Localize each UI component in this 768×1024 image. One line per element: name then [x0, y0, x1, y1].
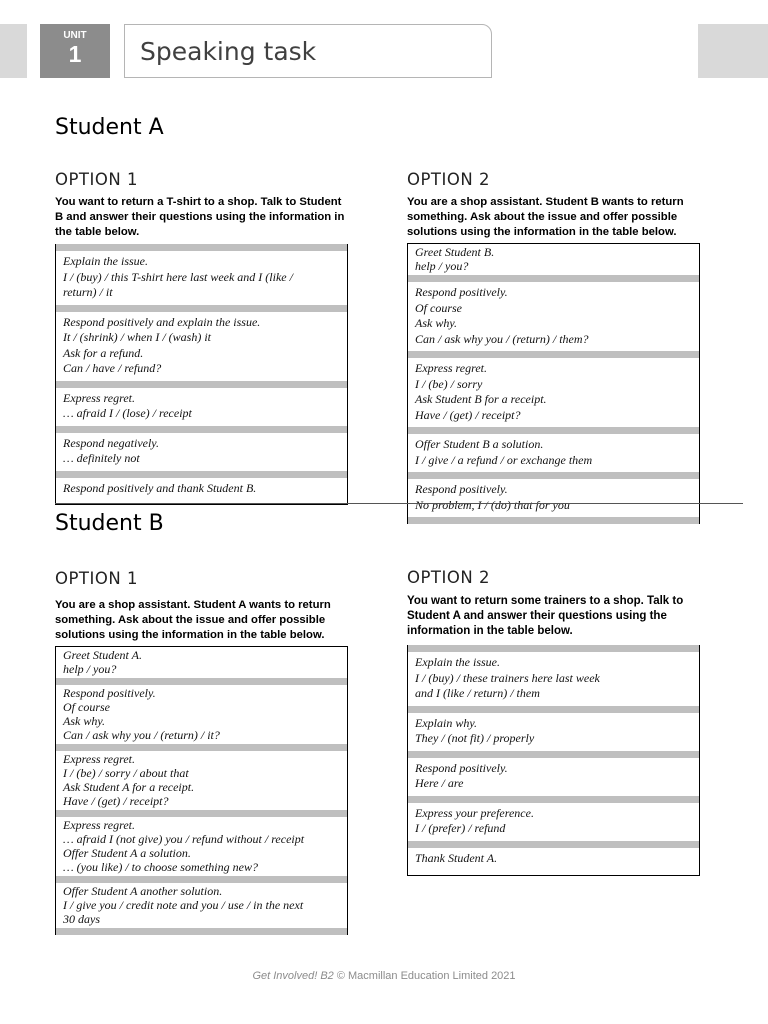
- table-row: [56, 305, 347, 381]
- instruction-line: the table below.: [55, 226, 140, 238]
- instruction-line: You want to return a T-shirt to a shop. Talk to Student: [55, 196, 342, 208]
- unit-number: 1: [68, 41, 82, 67]
- table-row: [56, 471, 347, 505]
- row-line: Can / ask why you / (return) / them?: [415, 331, 589, 346]
- header-tab-right: [698, 24, 768, 78]
- instruction-line: solutions using the information in the table below.: [407, 226, 677, 238]
- row-line: Have / (get) / receipt?: [63, 794, 169, 808]
- student-a-option2-table: [407, 243, 700, 524]
- table-end-bar: [408, 517, 699, 524]
- instruction-line: You are a shop assistant. Student B wants to return: [407, 196, 684, 208]
- unit-badge: [40, 24, 110, 78]
- table-row: [56, 876, 347, 928]
- row-line: Respond negatively.: [63, 435, 159, 450]
- student-a-heading: Student A: [55, 115, 164, 140]
- row-line: I / give you / credit note and you / use / in the next: [63, 898, 304, 912]
- row-line: help / you?: [63, 662, 117, 676]
- table-row: [408, 351, 699, 427]
- row-line: 30 days: [63, 912, 100, 926]
- table-row: [408, 751, 699, 796]
- row-line: Greet Student B.: [415, 245, 495, 259]
- row-line: Explain why.: [415, 715, 477, 730]
- row-line: I / (prefer) / refund: [415, 821, 506, 835]
- table-row: [56, 810, 347, 876]
- unit-label: UNIT: [63, 30, 87, 41]
- table-row: [56, 244, 347, 305]
- row-line: and I (like / return) / them: [415, 686, 540, 700]
- row-line: … (you like) / to choose something new?: [63, 860, 258, 874]
- student-a-option1-heading: OPTION 1: [55, 170, 138, 189]
- row-line: help / you?: [415, 259, 469, 273]
- row-line: Respond positively.: [415, 285, 508, 299]
- instruction-line: B and answer their questions using the information in: [55, 211, 345, 223]
- footer-book-title: Get Involved! B2: [252, 970, 334, 982]
- footer-copyright: © Macmillan Education Limited 2021: [333, 970, 516, 982]
- page-title: Speaking task: [140, 37, 317, 66]
- row-line: Express regret.: [415, 361, 487, 375]
- student-a-option1-table: [55, 244, 348, 505]
- table-end-bar: [56, 928, 347, 935]
- row-line: Respond positively and explain the issue.: [63, 314, 261, 329]
- row-line: Express your preference.: [415, 805, 534, 820]
- instruction-line: something. Ask about the issue and offer possible: [407, 211, 678, 223]
- row-line: return) / it: [63, 285, 113, 299]
- table-row: [56, 381, 347, 426]
- student-a-option2-heading: OPTION 2: [407, 170, 490, 189]
- row-line: Have / (get) / receipt?: [415, 407, 521, 422]
- table-row: [56, 426, 347, 471]
- row-line: Express regret.: [63, 818, 135, 832]
- instruction-line: You are a shop assistant. Student A wants to return: [55, 599, 331, 611]
- row-line: Ask Student A for a receipt.: [63, 780, 195, 794]
- row-line: Offer Student A a solution.: [63, 846, 191, 860]
- table-row: [56, 744, 347, 810]
- table-row: [408, 244, 699, 275]
- row-line: Offer Student B a solution.: [415, 437, 544, 451]
- student-b-option2-table: [407, 645, 700, 876]
- row-line: Here / are: [415, 776, 464, 790]
- row-line: I / (buy) / these trainers here last week: [415, 670, 600, 685]
- row-line: It / (shrink) / when I / (wash) it: [63, 330, 211, 344]
- table-row: [408, 706, 699, 751]
- table-row: [408, 841, 699, 876]
- row-line: … afraid I / (lose) / receipt: [63, 406, 192, 420]
- row-line: … afraid I (not give) you / refund without / receipt: [63, 832, 305, 846]
- student-b-option1-instructions: [55, 598, 331, 643]
- row-line: I / (buy) / this T-shirt here last week and I (like /: [63, 269, 293, 284]
- table-row: [408, 796, 699, 841]
- instruction-line: information in the table below.: [407, 625, 573, 637]
- table-row: [408, 275, 699, 351]
- row-line: No problem, I / (do) that for you: [415, 497, 570, 512]
- table-row: [408, 472, 699, 517]
- row-line: Respond positively and thank Student B.: [63, 480, 257, 495]
- instruction-line: solutions using the information in the table below.: [55, 629, 325, 641]
- instruction-line: something. Ask about the issue and offer possible: [55, 614, 326, 626]
- student-b-option1-table: [55, 646, 348, 935]
- row-line: Can / ask why you / (return) / it?: [63, 728, 220, 742]
- table-row: [408, 645, 699, 706]
- instruction-line: You want to return some trainers to a shop. Talk to: [407, 595, 684, 607]
- row-line: Greet Student A.: [63, 648, 142, 662]
- row-line: Of course: [415, 300, 462, 315]
- row-line: I / give / a refund / or exchange them: [415, 452, 593, 467]
- row-line: Ask why.: [415, 316, 457, 330]
- row-line: Express regret.: [63, 390, 135, 405]
- instruction-line: Student A and answer their questions using the: [407, 610, 667, 622]
- student-a-option2-instructions: [407, 195, 684, 240]
- row-line: Respond positively.: [63, 686, 156, 700]
- section-divider: [55, 503, 743, 504]
- row-line: Ask Student B for a receipt.: [415, 392, 547, 406]
- title-box: [124, 24, 492, 78]
- student-b-option2-heading: OPTION 2: [407, 568, 490, 587]
- row-line: Ask why.: [63, 714, 105, 728]
- row-line: Thank Student A.: [415, 850, 498, 865]
- row-line: Respond positively.: [415, 482, 508, 496]
- row-line: I / (be) / sorry: [415, 376, 483, 391]
- student-a-option1-instructions: [55, 195, 344, 240]
- table-row: [408, 427, 699, 472]
- row-line: Of course: [63, 700, 110, 714]
- student-b-option1-heading: OPTION 1: [55, 569, 138, 588]
- row-line: I / (be) / sorry / about that: [63, 766, 189, 780]
- row-line: … definitely not: [63, 451, 140, 465]
- row-line: They / (not fit) / properly: [415, 731, 535, 745]
- row-line: Can / have / refund?: [63, 361, 162, 375]
- table-row: [56, 678, 347, 744]
- table-row: [56, 647, 347, 678]
- student-b-heading: Student B: [55, 511, 164, 536]
- footer: [0, 970, 768, 982]
- row-line: Explain the issue.: [63, 254, 148, 268]
- student-b-option2-instructions: [407, 594, 683, 639]
- row-line: Explain the issue.: [415, 655, 500, 669]
- row-line: Offer Student A another solution.: [63, 884, 223, 898]
- row-line: Respond positively.: [415, 760, 508, 775]
- header-tab-left: [0, 24, 27, 78]
- row-line: Ask for a refund.: [63, 345, 144, 360]
- row-line: Express regret.: [63, 752, 135, 766]
